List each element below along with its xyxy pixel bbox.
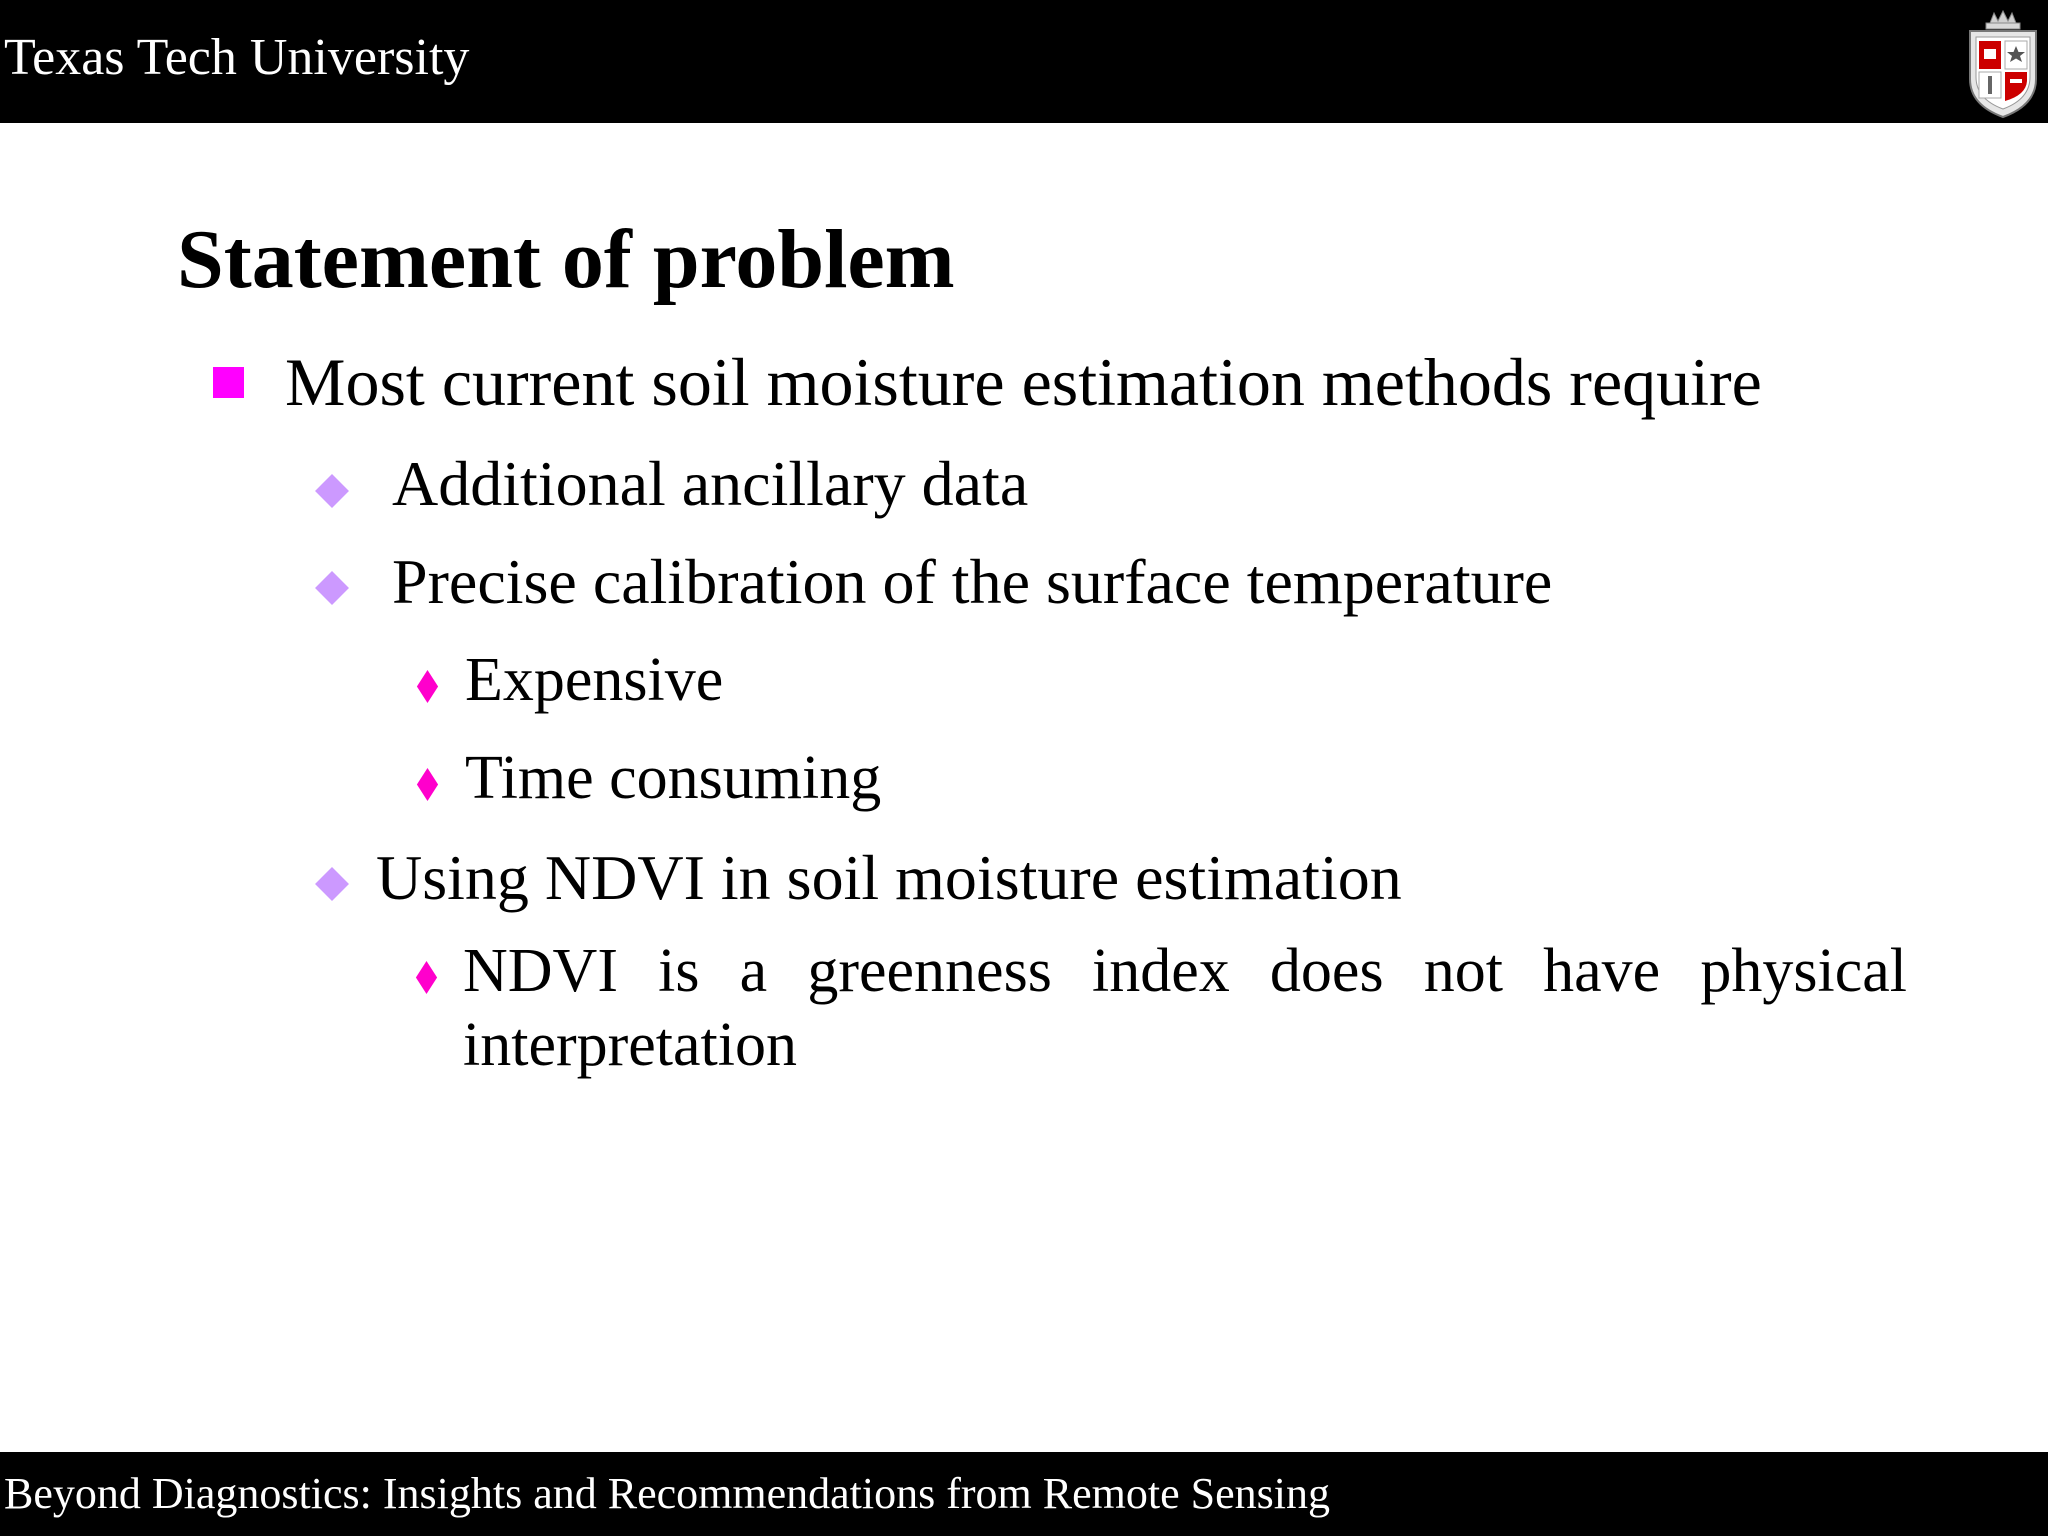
footer-text: Beyond Diagnostics: Insights and Recommendations from Remote Sensing [4, 1469, 1330, 1518]
square-bullet-icon [213, 367, 244, 398]
small-diamond-bullet-icon [417, 768, 438, 801]
bullet-level2-text: Using NDVI in soil moisture estimation [376, 842, 1402, 913]
bullet-level2-text: Additional ancillary data [392, 448, 1029, 519]
bullet-level2-text: Precise calibration of the surface temperature [392, 546, 1553, 617]
bullet-level3-line: interpretation [463, 1011, 797, 1079]
university-shield-icon [1964, 9, 2042, 119]
diamond-bullet-icon [315, 867, 349, 901]
small-diamond-bullet-icon [417, 670, 438, 703]
bullet-level3-text: Expensive [465, 646, 724, 714]
header-bar [0, 0, 2048, 123]
slide-title: Statement of problem [177, 213, 955, 306]
bullet-level3-text: Time consuming [465, 744, 882, 812]
bullet-level3-line: NDVI is a greenness index does not have physical [463, 937, 1907, 1005]
bullet-level1-text: Most current soil moisture estimation methods require [285, 344, 1762, 420]
small-diamond-bullet-icon [416, 961, 437, 994]
diamond-bullet-icon [315, 571, 349, 605]
org-name: Texas Tech University [4, 29, 470, 86]
diamond-bullet-icon [315, 474, 349, 508]
footer-bar [0, 1452, 2048, 1536]
bullet-level3-paragraph [463, 934, 1907, 1082]
